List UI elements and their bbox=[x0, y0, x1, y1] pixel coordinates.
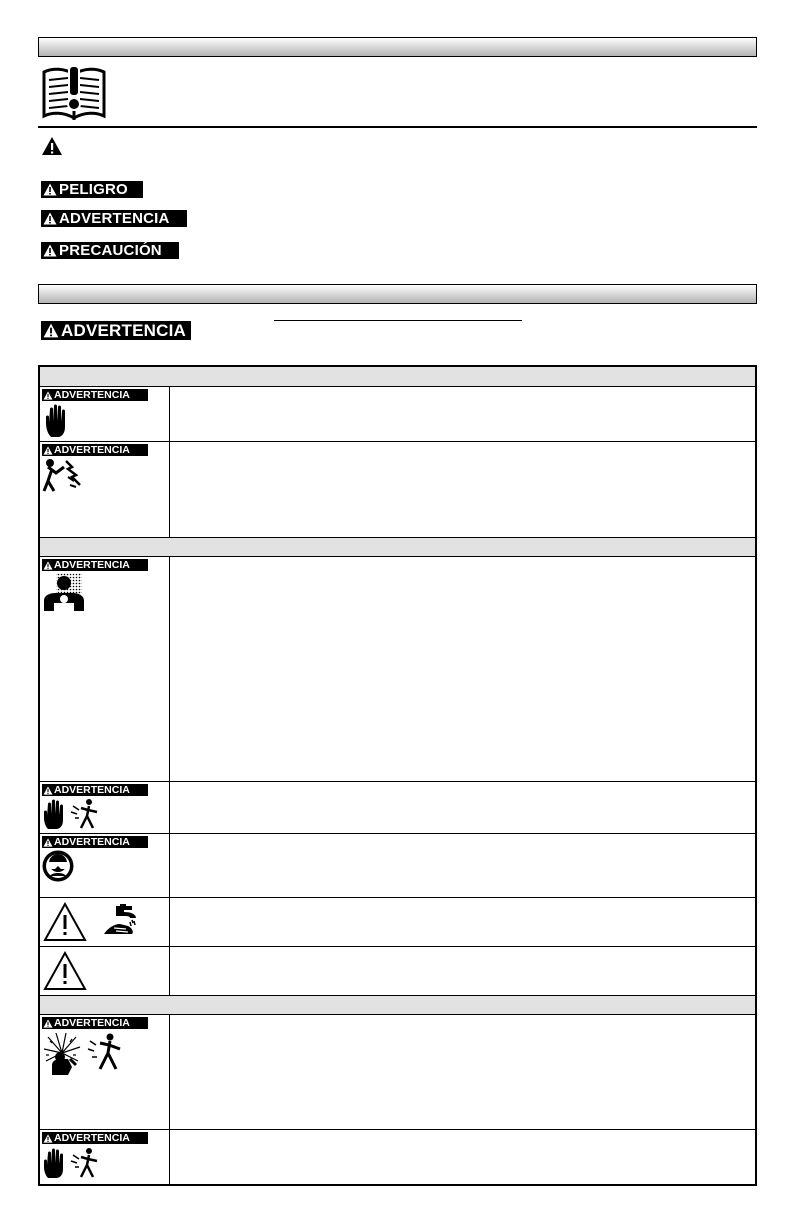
section-header-3 bbox=[40, 995, 755, 1014]
alert-triangle-icon bbox=[43, 244, 57, 257]
warning-badge-text: ADVERTENCIA bbox=[54, 1017, 130, 1029]
danger-signal-text: PELIGRO bbox=[59, 181, 128, 198]
caution-triangle-icon bbox=[43, 902, 87, 942]
warning-badge bbox=[42, 1132, 148, 1144]
warning-badge bbox=[42, 389, 148, 401]
warning-badge-text: ADVERTENCIA bbox=[54, 836, 130, 848]
alert-triangle-icon bbox=[43, 446, 53, 455]
warning-badge bbox=[42, 444, 148, 456]
alert-triangle-icon bbox=[43, 323, 59, 338]
warning-signal-text: ADVERTENCIA bbox=[61, 321, 186, 340]
section-header-bar-top bbox=[38, 37, 757, 57]
column-divider bbox=[169, 1014, 170, 1184]
alert-triangle-icon bbox=[43, 786, 53, 795]
wash-hands-icon bbox=[102, 904, 140, 936]
warning-badge-text: ADVERTENCIA bbox=[54, 389, 130, 401]
table-row bbox=[40, 1014, 755, 1129]
warning-badge-text: ADVERTENCIA bbox=[54, 784, 130, 796]
warning-signal-label bbox=[41, 210, 187, 227]
warning-signal-label-large bbox=[41, 321, 191, 340]
table-row bbox=[40, 781, 755, 833]
warning-badge bbox=[42, 836, 148, 848]
underline-rule bbox=[274, 320, 522, 321]
warning-badge bbox=[42, 784, 148, 796]
table-row bbox=[40, 833, 755, 897]
section-header-1 bbox=[40, 367, 755, 386]
warning-badge-text: ADVERTENCIA bbox=[54, 444, 130, 456]
eye-protection-icon bbox=[42, 850, 74, 882]
table-row bbox=[40, 556, 755, 781]
electric-shock-icon bbox=[42, 457, 84, 493]
explosion-hazard-icon bbox=[42, 1031, 126, 1075]
table-row bbox=[40, 1129, 755, 1184]
alert-triangle-icon bbox=[43, 391, 53, 400]
alert-triangle-icon bbox=[43, 212, 57, 225]
warning-badge-text: ADVERTENCIA bbox=[54, 1132, 130, 1144]
section-header-bar-safety bbox=[38, 284, 757, 304]
warning-badge bbox=[42, 559, 148, 571]
caution-signal-text: PRECAUCIÓN bbox=[59, 242, 162, 259]
hand-stop-icon bbox=[44, 403, 70, 439]
safety-alert-icon bbox=[41, 136, 63, 156]
danger-signal-label bbox=[41, 181, 143, 198]
section-header-2 bbox=[40, 537, 755, 556]
safety-table bbox=[38, 365, 757, 1186]
alert-triangle-icon bbox=[43, 1019, 53, 1028]
table-row bbox=[40, 386, 755, 441]
caution-signal-label bbox=[41, 242, 179, 259]
table-row bbox=[40, 946, 755, 995]
warning-badge bbox=[42, 1017, 148, 1029]
column-divider bbox=[169, 556, 170, 995]
table-row bbox=[40, 897, 755, 946]
respiratory-hazard-icon bbox=[42, 573, 86, 611]
column-divider bbox=[169, 386, 170, 537]
alert-triangle-icon bbox=[43, 1134, 53, 1143]
hand-and-person-icon bbox=[43, 1146, 101, 1180]
alert-triangle-icon bbox=[43, 561, 53, 570]
alert-triangle-icon bbox=[43, 838, 53, 847]
divider-rule bbox=[38, 126, 757, 128]
table-row bbox=[40, 441, 755, 537]
caution-triangle-icon bbox=[43, 951, 87, 991]
read-manual-book-icon bbox=[40, 66, 108, 120]
alert-triangle-icon bbox=[43, 183, 57, 196]
warning-signal-text: ADVERTENCIA bbox=[59, 210, 170, 227]
hand-and-person-icon bbox=[43, 798, 101, 830]
warning-badge-text: ADVERTENCIA bbox=[54, 559, 130, 571]
